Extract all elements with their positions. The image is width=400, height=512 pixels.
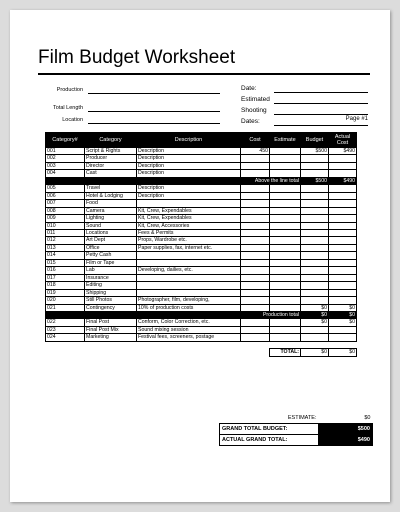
cell-actual-cost[interactable] (329, 274, 357, 281)
cell-category[interactable]: Producer (85, 155, 137, 162)
table-row (46, 259, 357, 266)
cell-budget[interactable] (301, 222, 329, 229)
cell-budget[interactable] (301, 207, 329, 214)
cell-category-number[interactable]: 017 (46, 274, 85, 281)
cell-budget[interactable] (301, 274, 329, 281)
cell-category-number[interactable]: 003 (46, 162, 85, 169)
cell-estimate[interactable] (270, 200, 301, 207)
cell-description[interactable] (137, 289, 241, 296)
cell-category[interactable]: Locations (85, 229, 137, 236)
cell-category-number[interactable]: 016 (46, 267, 85, 274)
table-row (46, 326, 357, 333)
cell-description[interactable]: Sound mixing session (137, 326, 241, 333)
cell-budget[interactable] (301, 185, 329, 192)
cell-budget[interactable] (301, 192, 329, 199)
cell-category-number[interactable]: 024 (46, 334, 85, 341)
estimated-label: Estimated (241, 96, 270, 103)
cell-description[interactable] (137, 200, 241, 207)
cell-category[interactable]: Script & Rights (85, 148, 137, 155)
date-label: Date: (241, 85, 257, 92)
cell-budget[interactable] (301, 244, 329, 251)
table-row (46, 185, 357, 192)
total-label: TOTAL: (270, 349, 301, 356)
cell-description[interactable]: Paper supplies, fax, internet etc. (137, 244, 241, 251)
table-row (46, 215, 357, 222)
cell-actual-cost[interactable] (329, 170, 357, 177)
cell-category[interactable]: Food (85, 200, 137, 207)
spacer-row (46, 341, 357, 348)
cell-category-number[interactable]: 004 (46, 170, 85, 177)
dates-field[interactable] (274, 125, 368, 126)
cell-budget[interactable]: $0 (301, 319, 329, 326)
grand-budget-value: $500 (319, 424, 373, 435)
table-row (46, 252, 357, 259)
cell-cost[interactable] (241, 170, 270, 177)
cell-estimate[interactable] (270, 252, 301, 259)
above-line-total-budget: $500 (301, 177, 329, 184)
cell-cost[interactable] (241, 326, 270, 333)
production-total-label: Production total (46, 311, 301, 318)
table-header-row (46, 133, 357, 148)
page-number: Page #1 (345, 116, 368, 122)
estimate-label: ESTIMATE: (287, 415, 317, 421)
cell-cost[interactable] (241, 185, 270, 192)
shooting-field[interactable] (274, 114, 368, 115)
table-row (46, 319, 357, 326)
cell-budget[interactable] (301, 267, 329, 274)
cell-actual-cost[interactable] (329, 162, 357, 169)
cell-category-number[interactable]: 001 (46, 148, 85, 155)
total-actual: $0 (329, 349, 357, 356)
cell-category[interactable]: Camera (85, 207, 137, 214)
column-header: Estimate (270, 133, 301, 148)
cell-description[interactable]: Festival fees, screeners, postage (137, 334, 241, 341)
cell-actual-cost[interactable] (329, 252, 357, 259)
column-header: Cost (241, 133, 270, 148)
cell-actual-cost[interactable] (329, 200, 357, 207)
table-row (46, 162, 357, 169)
cell-description[interactable]: Description (137, 155, 241, 162)
cell-actual-cost[interactable] (329, 229, 357, 236)
cell-cost[interactable] (241, 200, 270, 207)
cell-estimate[interactable] (270, 185, 301, 192)
cell-cost[interactable] (241, 304, 270, 311)
cell-cost[interactable] (241, 297, 270, 304)
table-row (46, 297, 357, 304)
cell-budget[interactable] (301, 229, 329, 236)
date-field[interactable] (274, 92, 368, 93)
cell-category[interactable]: Hotel & Lodging (85, 192, 137, 199)
cell-budget[interactable]: $0 (301, 304, 329, 311)
cell-category[interactable]: Still Photos (85, 297, 137, 304)
cell-budget[interactable] (301, 170, 329, 177)
cell-budget[interactable] (301, 259, 329, 266)
cell-category[interactable]: Lab (85, 267, 137, 274)
cell-category[interactable]: Travel (85, 185, 137, 192)
cell-category[interactable]: Office (85, 244, 137, 251)
table-row (46, 148, 357, 155)
cell-cost[interactable] (241, 155, 270, 162)
table-row (46, 244, 357, 251)
cell-description[interactable]: Fees & Permits (137, 229, 241, 236)
cell-budget[interactable] (301, 237, 329, 244)
cell-category-number[interactable]: 020 (46, 297, 85, 304)
cell-cost[interactable] (241, 237, 270, 244)
production-total-row (46, 311, 357, 318)
page-title: Film Budget Worksheet (38, 47, 236, 68)
cell-category-number[interactable]: 019 (46, 289, 85, 296)
cell-budget[interactable]: $500 (301, 148, 329, 155)
estimate-value: $0 (364, 415, 371, 421)
production-field[interactable] (88, 93, 220, 94)
cell-actual-cost[interactable]: $0 (329, 304, 357, 311)
dates-label: Dates: (241, 118, 260, 125)
cell-budget[interactable] (301, 289, 329, 296)
cell-estimate[interactable] (270, 155, 301, 162)
cell-category[interactable]: Cast (85, 170, 137, 177)
cell-category[interactable]: Petty Cash (85, 252, 137, 259)
cell-description[interactable]: Description (137, 192, 241, 199)
cell-category[interactable]: Editing (85, 282, 137, 289)
cell-description[interactable] (137, 252, 241, 259)
table-row (46, 334, 357, 341)
cell-description[interactable]: Kit, Crew, Expendables (137, 207, 241, 214)
table-row (46, 192, 357, 199)
cell-actual-cost[interactable] (329, 215, 357, 222)
table-row (46, 267, 357, 274)
cell-category[interactable]: Insurance (85, 274, 137, 281)
cell-actual-cost[interactable] (329, 207, 357, 214)
cell-category-number[interactable]: 023 (46, 326, 85, 333)
above-line-total-actual: $490 (329, 177, 357, 184)
cell-cost[interactable] (241, 319, 270, 326)
table-row (46, 282, 357, 289)
table-row (46, 274, 357, 281)
production-label: Production (56, 87, 83, 93)
cell-budget[interactable] (301, 326, 329, 333)
cell-budget[interactable] (301, 215, 329, 222)
cell-description[interactable]: Conform, Color Correction, etc. (137, 319, 241, 326)
column-header: Description (137, 133, 241, 148)
cell-cost[interactable] (241, 259, 270, 266)
cell-cost[interactable] (241, 274, 270, 281)
cell-actual-cost[interactable] (329, 237, 357, 244)
cell-cost[interactable] (241, 229, 270, 236)
table-row (46, 237, 357, 244)
estimated-field[interactable] (274, 103, 368, 104)
cell-category-number[interactable]: 015 (46, 259, 85, 266)
cell-description[interactable]: Developing, dailies, etc. (137, 267, 241, 274)
actual-grand-value: $490 (319, 435, 373, 446)
cell-cost[interactable] (241, 282, 270, 289)
cell-category-number[interactable]: 009 (46, 215, 85, 222)
cell-category-number[interactable]: 011 (46, 229, 85, 236)
cell-category-number[interactable]: 013 (46, 244, 85, 251)
cell-cost[interactable] (241, 222, 270, 229)
cell-category-number[interactable]: 008 (46, 207, 85, 214)
cell-description[interactable]: Description (137, 185, 241, 192)
cell-actual-cost[interactable] (329, 155, 357, 162)
grand-totals (219, 413, 373, 446)
cell-category-number[interactable]: 005 (46, 185, 85, 192)
actual-grand-label: ACTUAL GRAND TOTAL: (220, 435, 319, 446)
cell-category[interactable]: Final Post Mix (85, 326, 137, 333)
cell-estimate[interactable] (270, 215, 301, 222)
cell-description[interactable]: Photographer, film, developing, (137, 297, 241, 304)
above-line-total-row (46, 177, 357, 184)
cell-estimate[interactable] (270, 148, 301, 155)
total-row (46, 349, 357, 356)
cell-description[interactable]: Props, Wardrobe etc. (137, 237, 241, 244)
cell-category-number[interactable]: 007 (46, 200, 85, 207)
cell-category-number[interactable]: 021 (46, 304, 85, 311)
cell-category[interactable]: Contingency (85, 304, 137, 311)
cell-category[interactable]: Lighting (85, 215, 137, 222)
cell-actual-cost[interactable] (329, 282, 357, 289)
cell-cost[interactable] (241, 244, 270, 251)
cell-cost[interactable] (241, 162, 270, 169)
cell-cost[interactable] (241, 252, 270, 259)
cell-actual-cost[interactable]: $490 (329, 148, 357, 155)
location-label: Location (62, 117, 83, 123)
cell-estimate[interactable] (270, 237, 301, 244)
cell-category-number[interactable]: 006 (46, 192, 85, 199)
cell-category-number[interactable]: 012 (46, 237, 85, 244)
cell-estimate[interactable] (270, 289, 301, 296)
table-row (46, 304, 357, 311)
total-budget: $0 (301, 349, 329, 356)
cell-actual-cost[interactable] (329, 334, 357, 341)
cell-estimate[interactable] (270, 267, 301, 274)
cell-cost[interactable] (241, 215, 270, 222)
cell-estimate[interactable] (270, 170, 301, 177)
cell-category[interactable]: Sound (85, 222, 137, 229)
cell-actual-cost[interactable] (329, 192, 357, 199)
cell-description[interactable]: Kit, Crew, Expendables (137, 215, 241, 222)
table-row (46, 200, 357, 207)
cell-actual-cost[interactable] (329, 267, 357, 274)
cell-cost[interactable] (241, 207, 270, 214)
cell-description[interactable]: Kit, Crew, Accessories (137, 222, 241, 229)
cell-category-number[interactable]: 022 (46, 319, 85, 326)
above-line-total-label: Above the line total (46, 177, 301, 184)
cell-category-number[interactable]: 014 (46, 252, 85, 259)
cell-actual-cost[interactable] (329, 185, 357, 192)
cell-cost[interactable] (241, 267, 270, 274)
production-total-budget: $0 (301, 311, 329, 318)
table-row (46, 289, 357, 296)
cell-category[interactable]: Marketing (85, 334, 137, 341)
cell-category-number[interactable]: 002 (46, 155, 85, 162)
production-total-actual: $0 (329, 311, 357, 318)
location-field[interactable] (88, 123, 220, 124)
grand-budget-label: GRAND TOTAL BUDGET: (220, 424, 319, 435)
cell-estimate[interactable] (270, 207, 301, 214)
cell-description[interactable]: 10% of production costs (137, 304, 241, 311)
cell-category-number[interactable]: 018 (46, 282, 85, 289)
estimate-row (220, 413, 373, 424)
cell-cost[interactable] (241, 334, 270, 341)
column-header: Category (85, 133, 137, 148)
cell-estimate[interactable] (270, 259, 301, 266)
budget-table (45, 132, 357, 357)
cell-category[interactable]: Art Dept (85, 237, 137, 244)
cell-actual-cost[interactable] (329, 326, 357, 333)
cell-actual-cost[interactable] (329, 222, 357, 229)
cell-cost[interactable] (241, 289, 270, 296)
cell-description[interactable] (137, 259, 241, 266)
total-length-field[interactable] (88, 111, 220, 112)
cell-actual-cost[interactable] (329, 244, 357, 251)
cell-description[interactable] (137, 274, 241, 281)
grand-budget-row (220, 424, 373, 435)
cell-budget[interactable] (301, 162, 329, 169)
cell-description[interactable]: Description (137, 148, 241, 155)
cell-description[interactable]: Description (137, 162, 241, 169)
cell-actual-cost[interactable] (329, 297, 357, 304)
column-header: Budget (301, 133, 329, 148)
cell-actual-cost[interactable] (329, 289, 357, 296)
cell-category[interactable]: Director (85, 162, 137, 169)
cell-actual-cost[interactable] (329, 259, 357, 266)
cell-budget[interactable] (301, 297, 329, 304)
worksheet-page (10, 10, 390, 502)
cell-category[interactable]: Film or Tape (85, 259, 137, 266)
cell-estimate[interactable] (270, 162, 301, 169)
cell-budget[interactable] (301, 282, 329, 289)
cell-cost[interactable] (241, 192, 270, 199)
table-row (46, 170, 357, 177)
cell-description[interactable] (137, 282, 241, 289)
cell-budget[interactable] (301, 334, 329, 341)
shooting-label: Shooting (241, 107, 267, 114)
cell-estimate[interactable] (270, 229, 301, 236)
cell-estimate[interactable] (270, 326, 301, 333)
table-row (46, 155, 357, 162)
cell-category-number[interactable]: 010 (46, 222, 85, 229)
cell-estimate[interactable] (270, 319, 301, 326)
table-row (46, 207, 357, 214)
cell-estimate[interactable] (270, 192, 301, 199)
table-row (46, 229, 357, 236)
column-header: Actual Cost (329, 133, 357, 148)
column-header: Category# (46, 133, 85, 148)
cell-actual-cost[interactable]: $0 (329, 319, 357, 326)
cell-budget[interactable] (301, 200, 329, 207)
cell-description[interactable]: Description (137, 170, 241, 177)
cell-estimate[interactable] (270, 274, 301, 281)
cell-estimate[interactable] (270, 297, 301, 304)
cell-estimate[interactable] (270, 222, 301, 229)
cell-estimate[interactable] (270, 334, 301, 341)
table-row (46, 222, 357, 229)
title-rule (38, 73, 370, 75)
cell-estimate[interactable] (270, 282, 301, 289)
cell-budget[interactable] (301, 155, 329, 162)
cell-estimate[interactable] (270, 244, 301, 251)
cell-estimate[interactable] (270, 304, 301, 311)
total-length-label: Total Length (53, 105, 83, 111)
actual-grand-row (220, 435, 373, 446)
cell-category[interactable]: Shipping (85, 289, 137, 296)
cell-cost[interactable]: 450 (241, 148, 270, 155)
cell-category[interactable]: Final Post (85, 319, 137, 326)
cell-budget[interactable] (301, 252, 329, 259)
